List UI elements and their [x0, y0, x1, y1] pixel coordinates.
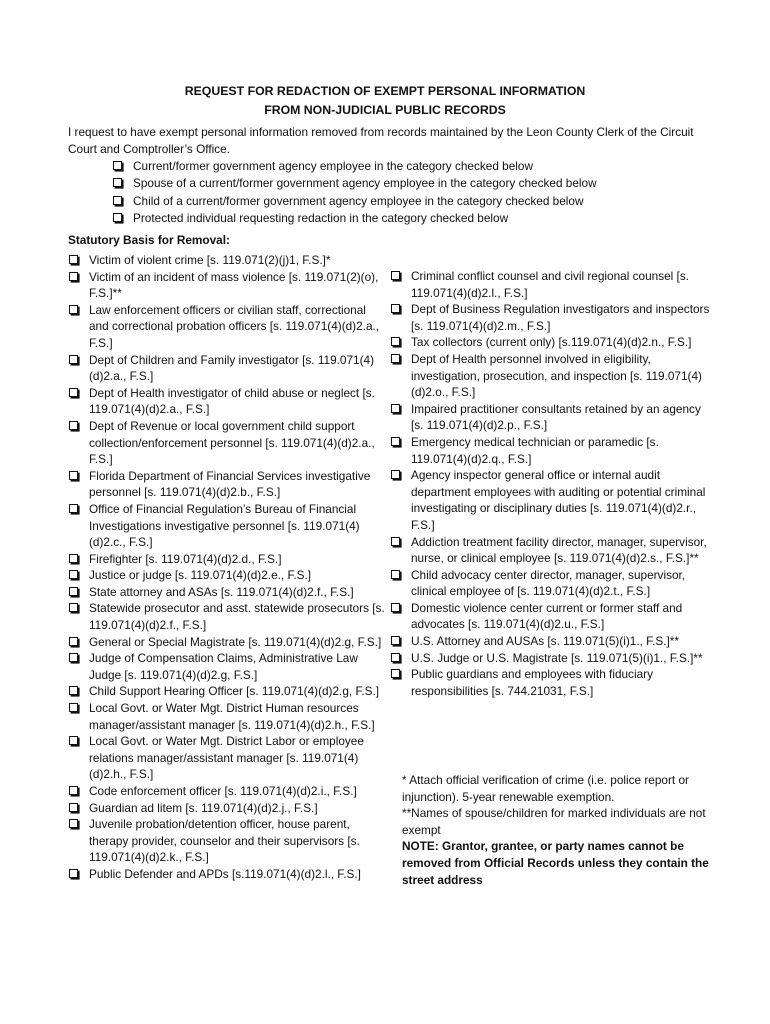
footnote-double-star: **Names of spouse/children for marked individuals are not exempt: [402, 806, 706, 837]
form-title-line-2: FROM NON-JUDICIAL PUBLIC RECORDS: [264, 103, 506, 117]
requester-option-label: Current/former government agency employee in the category checked below: [133, 159, 533, 173]
basis-option-label: Tax collectors (current only) [s.119.071(4)(d)2.n., F.S.]: [411, 335, 692, 350]
checkbox-icon[interactable]: [69, 570, 78, 579]
checkbox-icon[interactable]: [391, 304, 400, 313]
basis-option-label: Victim of an incident of mass violence [s. 119.071(2)(o), F.S.]**: [89, 269, 379, 301]
requester-option[interactable]: [112, 193, 732, 210]
checkbox-icon[interactable]: [391, 603, 400, 612]
basis-option[interactable]: [68, 501, 386, 551]
basis-option-label: Firefighter [s. 119.071(4)(d)2.d., F.S.]: [89, 551, 282, 566]
basis-option[interactable]: [390, 334, 710, 351]
basis-option[interactable]: [390, 434, 710, 467]
basis-option-label: Victim of violent crime [s. 119.071(2)(j)1, F.S.]*: [89, 253, 331, 267]
checkbox-icon[interactable]: [113, 161, 122, 170]
basis-option-label: Agency inspector general office or internal audit department employees with auditing or potential criminal investigating or disciplinary duties [s. 119.071(4)(d)2.r., F.S.]: [411, 468, 706, 532]
basis-option[interactable]: [68, 252, 386, 269]
basis-option-label: State attorney and ASAs [s. 119.071(4)(d)2.f., F.S.]: [89, 584, 354, 599]
basis-option[interactable]: [390, 301, 710, 334]
basis-option-label: Justice or judge [s. 119.071(4)(d)2.e., F.S.]: [89, 568, 312, 583]
basis-option-label: Juvenile probation/detention officer, house parent, therapy provider, counselor and their supervisors [s. 119.071(4)(d)2.k., F.S.]: [89, 817, 360, 865]
basis-option-label: Dept of Health investigator of child abuse or neglect [s. 119.071(4)(d)2.a., F.S.]: [89, 385, 375, 417]
basis-option-label: General or Special Magistrate [s. 119.071(4)(d)2.g, F.S.]: [89, 634, 382, 649]
basis-option-label: Domestic violence center current or former staff and advocates [s. 119.071(4)(d)2.u., F.S.]: [411, 600, 683, 632]
basis-option-label: Florida Department of Financial Services investigative personnel [s. 119.071(4)(d)2.b., F.S.]: [89, 468, 371, 500]
checkbox-icon[interactable]: [69, 421, 78, 430]
basis-option-label: Guardian ad litem [s. 119.071(4)(d)2.j., F.S.]: [89, 800, 318, 815]
requester-option-label: Protected individual requesting redaction in the category checked below: [133, 210, 509, 225]
checkbox-icon[interactable]: [69, 803, 78, 812]
checkbox-icon[interactable]: [391, 337, 400, 346]
basis-option-label: Dept of Children and Family investigator [s. 119.071(4)(d)2.a., F.S.]: [89, 352, 375, 384]
checkbox-icon[interactable]: [113, 196, 122, 205]
basis-option-label: U.S. Judge or U.S. Magistrate [s. 119.071(5)(i)1., F.S.]**: [411, 650, 703, 665]
basis-option-label: Child advocacy center director, manager, supervisor, clinical employee of [s. 119.071(4)(d)2.t., F.S.]: [411, 567, 686, 599]
requester-type-options: [112, 158, 732, 227]
checkbox-icon[interactable]: [69, 686, 78, 695]
checkbox-icon[interactable]: [391, 636, 400, 645]
official-records-note: NOTE: Grantor, grantee, or party names cannot be removed from Official Records unless they contain the street address: [402, 839, 709, 887]
basis-option[interactable]: [68, 634, 386, 651]
checkbox-icon[interactable]: [69, 736, 78, 745]
basis-option[interactable]: [68, 385, 386, 418]
intro-paragraph: I request to have exempt personal information removed from records maintained by the Leon County Clerk of the Circuit Court and Comptroller’s Office.: [68, 125, 694, 157]
statutory-basis-heading: Statutory Basis for Removal:: [68, 233, 230, 247]
basis-option[interactable]: [390, 534, 710, 567]
basis-option-label: Judge of Compensation Claims, Administrative Law Judge [s. 119.071(4)(d)2.g, F.S.]: [89, 651, 358, 682]
checkbox-icon[interactable]: [391, 570, 400, 579]
checkbox-icon[interactable]: [69, 703, 78, 712]
basis-option[interactable]: [390, 401, 710, 434]
basis-option-label: Dept of Business Regulation investigators and inspectors [s. 119.071(4)(d)2.m., F.S.]: [411, 302, 710, 333]
checkbox-icon[interactable]: [113, 213, 122, 222]
checkbox-icon[interactable]: [391, 537, 400, 546]
basis-option[interactable]: [68, 551, 386, 568]
basis-option[interactable]: [68, 700, 386, 733]
checkbox-icon[interactable]: [69, 637, 78, 646]
basis-option-label: Law enforcement officers or civilian staff, correctional and correctional probation officers [s. 119.071(4)(d)2.a., F.S.]: [89, 302, 380, 350]
basis-option-label: Criminal conflict counsel and civil regional counsel [s. 119.071(4)(d)2.l., F.S.]: [411, 269, 690, 300]
checkbox-icon[interactable]: [391, 653, 400, 662]
basis-option[interactable]: [68, 866, 386, 883]
requester-option-label: Child of a current/former government agency employee in the category checked below: [133, 193, 584, 208]
basis-option[interactable]: [68, 418, 386, 468]
basis-option[interactable]: [68, 800, 386, 817]
basis-option[interactable]: [68, 783, 386, 800]
basis-option[interactable]: [68, 269, 386, 302]
checkbox-icon[interactable]: [391, 271, 400, 280]
basis-option[interactable]: [390, 567, 710, 600]
requester-option[interactable]: [112, 210, 732, 227]
basis-option[interactable]: [68, 352, 386, 385]
basis-option-label: Public guardians and employees with fiduciary responsibilities [s. 744.21031, F.S.]: [411, 667, 653, 698]
basis-option[interactable]: [68, 816, 386, 866]
checkbox-icon[interactable]: [69, 869, 78, 878]
basis-option[interactable]: [68, 683, 386, 700]
checkbox-icon[interactable]: [69, 819, 78, 828]
footnotes: [402, 772, 712, 888]
footnote-single-star: * Attach official verification of crime (i.e. police report or injunction). 5-year renewable exemption.: [402, 773, 689, 804]
basis-option[interactable]: [68, 600, 386, 633]
basis-option[interactable]: [390, 600, 710, 633]
basis-option-label: Impaired practitioner consultants retained by an agency [s. 119.071(4)(d)2.p., F.S.]: [411, 401, 701, 433]
basis-option-label: U.S. Attorney and AUSAs [s. 119.071(5)(i)1., F.S.]**: [411, 634, 679, 649]
basis-option[interactable]: [390, 467, 710, 533]
basis-option-label: Local Govt. or Water Mgt. District Human resources manager/assistant manager [s. 119.071(4)(d)2.h., F.S.]: [89, 701, 375, 732]
requester-option[interactable]: [112, 175, 732, 192]
checkbox-icon[interactable]: [69, 272, 78, 281]
checkbox-icon[interactable]: [391, 669, 400, 678]
checkbox-icon[interactable]: [69, 504, 78, 513]
checkbox-icon[interactable]: [69, 587, 78, 596]
statutory-basis-right-column: [390, 268, 710, 699]
checkbox-icon[interactable]: [391, 354, 400, 363]
checkbox-icon[interactable]: [69, 554, 78, 563]
checkbox-icon[interactable]: [391, 437, 400, 446]
checkbox-icon[interactable]: [69, 355, 78, 364]
checkbox-icon[interactable]: [113, 178, 122, 187]
basis-option[interactable]: [390, 633, 710, 650]
requester-option-label: Spouse of a current/former government agency employee in the category checked below: [133, 176, 597, 191]
basis-option[interactable]: [68, 584, 386, 601]
basis-option-label: Emergency medical technician or paramedic [s. 119.071(4)(d)2.q., F.S.]: [411, 434, 659, 466]
basis-option-label: Office of Financial Regulation’s Bureau of Financial Investigations investigative personnel [s. 119.071(4)(d)2.c., F.S.]: [89, 501, 360, 550]
basis-option[interactable]: [68, 468, 386, 501]
checkbox-icon[interactable]: [69, 603, 78, 612]
basis-option-label: Dept of Revenue or local government child support collection/enforcement personnel [s. 119.071(4)(d)2.a., F.S.]: [89, 418, 375, 467]
basis-option[interactable]: [390, 351, 710, 401]
checkbox-icon[interactable]: [391, 470, 400, 479]
basis-option[interactable]: [68, 733, 386, 783]
basis-option-label: Child Support Hearing Officer [s. 119.071(4)(d)2.g, F.S.]: [89, 684, 380, 699]
basis-option-label: Dept of Health personnel involved in eligibility, investigation, prosecution, and inspection [s. 119.071(4)(d)2.o., F.S.]: [411, 351, 702, 400]
form-title-line-1: REQUEST FOR REDACTION OF EXEMPT PERSONAL INFORMATION: [184, 84, 586, 98]
checkbox-icon[interactable]: [69, 305, 78, 314]
basis-option-label: Addiction treatment facility director, manager, supervisor, nurse, or clinical employee [s. 119.071(4)(d)2.s., F.S.]**: [411, 534, 707, 566]
basis-option[interactable]: [68, 567, 386, 584]
statutory-basis-left-column: [68, 252, 386, 883]
basis-option-label: Statewide prosecutor and asst. statewide prosecutors [s. 119.071(4)(d)2.f., F.S.]: [89, 601, 385, 633]
basis-option[interactable]: [390, 268, 710, 301]
checkbox-icon[interactable]: [391, 404, 400, 413]
basis-option-label: Code enforcement officer [s. 119.071(4)(d)2.i., F.S.]: [89, 784, 357, 798]
checkbox-icon[interactable]: [69, 653, 78, 662]
basis-option[interactable]: [68, 302, 386, 352]
checkbox-icon[interactable]: [69, 255, 78, 264]
basis-option-label: Public Defender and APDs [s.119.071(4)(d)2.l., F.S.]: [89, 866, 361, 881]
checkbox-icon[interactable]: [69, 786, 78, 795]
basis-option[interactable]: [390, 650, 710, 667]
requester-option[interactable]: [112, 158, 732, 175]
basis-option-label: Local Govt. or Water Mgt. District Labor or employee relations manager/assistant manager [s. 119.071(4)(d)2.h., F.S.]: [89, 734, 364, 782]
basis-option[interactable]: [390, 666, 710, 699]
checkbox-icon[interactable]: [69, 388, 78, 397]
checkbox-icon[interactable]: [69, 471, 78, 480]
basis-option[interactable]: [68, 650, 386, 683]
